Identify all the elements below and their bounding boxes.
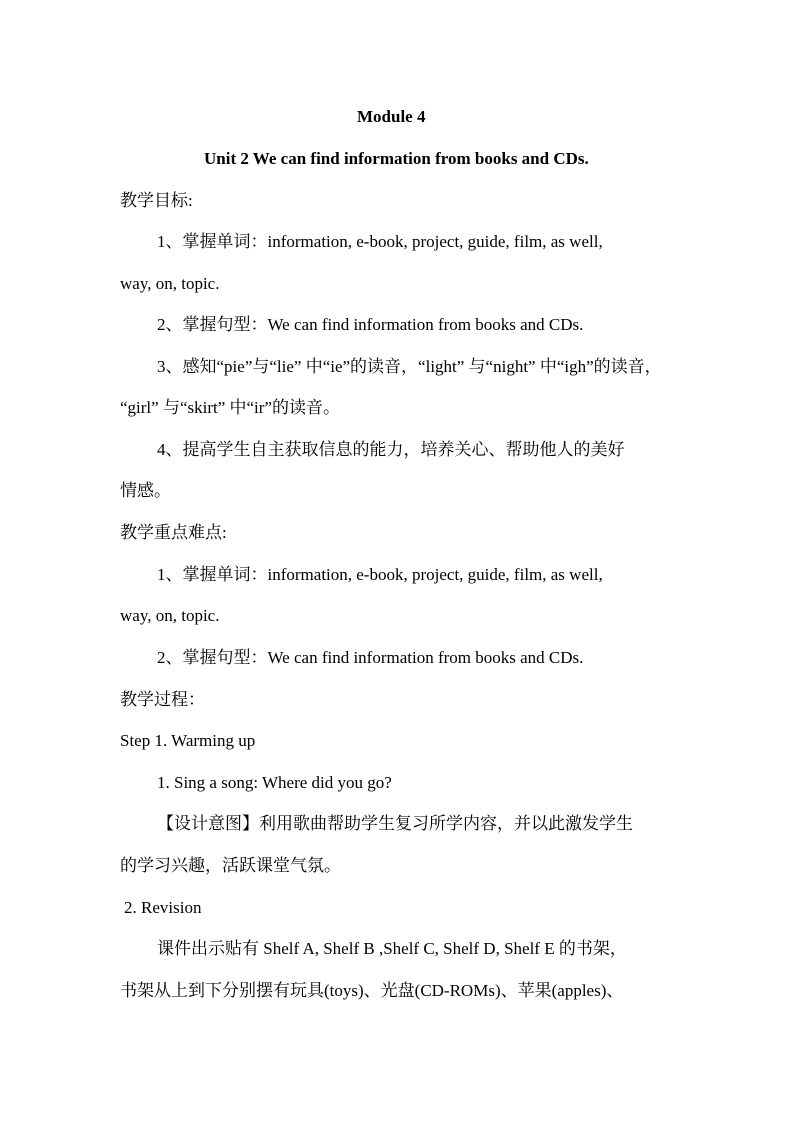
objective-3-line-2: “girl” 与“skirt” 中“ir”的读音。 [120, 398, 340, 417]
objective-1-line-1: 1、掌握单词：information, e-book, project, guide, film, as well, [157, 232, 603, 251]
module-title: Module 4 [357, 107, 426, 126]
section-heading-key-points: 教学重点难点: [120, 523, 227, 542]
objective-2: 2、掌握句型：We can find information from books and CDs. [157, 315, 584, 334]
step-1-item-1: 1. Sing a song: Where did you go? [157, 773, 392, 792]
objective-3-line-1: 3、感知“pie”与“lie” 中“ie”的读音，“light” 与“night” 中“igh”的读音， [157, 357, 662, 376]
section-heading-process: 教学过程： [120, 690, 205, 709]
design-intent-line-1: 【设计意图】利用歌曲帮助学生复习所学内容，并以此激发学生 [157, 814, 633, 833]
revision-line-1: 课件出示贴有 Shelf A, Shelf B ,Shelf C, Shelf D, Shelf E 的书架， [157, 939, 627, 958]
design-intent-line-2: 的学习兴趣，活跃课堂气氛。 [120, 856, 341, 875]
objective-1-line-2: way, on, topic. [120, 274, 220, 293]
key-point-1-line-2: way, on, topic. [120, 606, 220, 625]
step-1-heading: Step 1. Warming up [120, 731, 256, 750]
key-point-1-line-1: 1、掌握单词：information, e-book, project, guide, film, as well, [157, 565, 603, 584]
key-point-2: 2、掌握句型：We can find information from books and CDs. [157, 648, 584, 667]
unit-title: Unit 2 We can find information from books and CDs. [204, 149, 589, 168]
revision-heading: 2. Revision [124, 898, 202, 917]
revision-line-2: 书架从上到下分别摆有玩具(toys)、光盘(CD-ROMs)、苹果(apples)、 [120, 981, 624, 1000]
objective-4-line-2: 情感。 [120, 481, 171, 500]
objective-4-line-1: 4、提高学生自主获取信息的能力，培养关心、帮助他人的美好 [157, 440, 625, 459]
section-heading-objectives: 教学目标: [120, 191, 193, 210]
